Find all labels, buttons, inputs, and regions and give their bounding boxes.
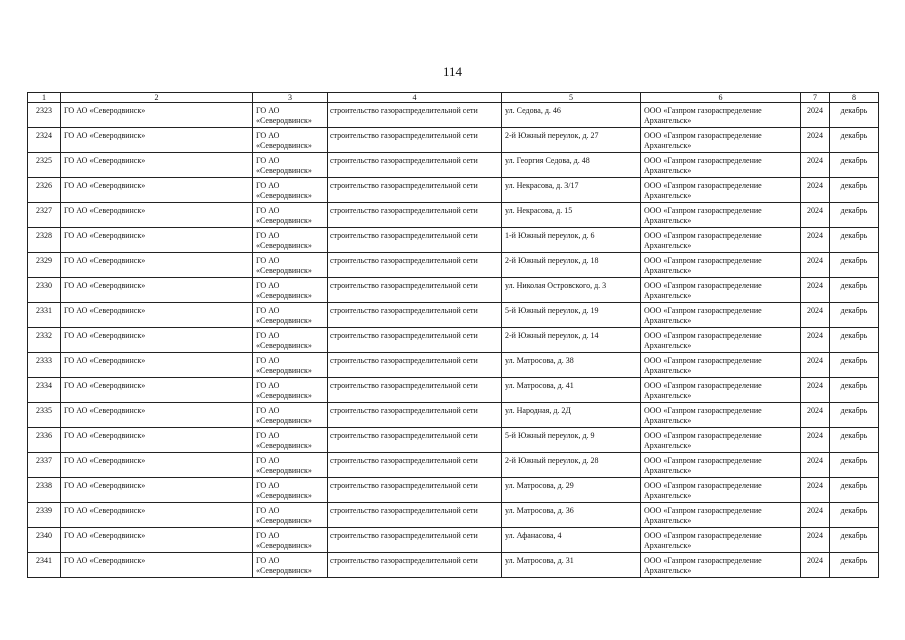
organization-cell: ООО «Газпром газораспределение Архангельск» (641, 403, 801, 428)
owner-cell: ГО АО «Северодвинск» (253, 153, 328, 178)
year-cell: 2024 (801, 503, 830, 528)
organization-cell: ООО «Газпром газораспределение Архангельск» (641, 128, 801, 153)
owner-cell: ГО АО «Северодвинск» (253, 278, 328, 303)
municipality-cell: ГО АО «Северодвинск» (61, 478, 253, 503)
row-number-cell: 2331 (28, 303, 61, 328)
owner-cell: ГО АО «Северодвинск» (253, 478, 328, 503)
organization-cell: ООО «Газпром газораспределение Архангельск» (641, 253, 801, 278)
work-type-cell: строительство газораспределительной сети (328, 203, 502, 228)
address-cell: ул. Николая Островского, д. 3 (502, 278, 641, 303)
table-row (28, 103, 879, 128)
organization-cell: ООО «Газпром газораспределение Архангельск» (641, 328, 801, 353)
owner-cell: ГО АО «Северодвинск» (253, 328, 328, 353)
year-cell: 2024 (801, 453, 830, 478)
address-cell: ул. Матросова, д. 31 (502, 553, 641, 578)
column-header: 1 (28, 93, 61, 103)
municipality-cell: ГО АО «Северодвинск» (61, 528, 253, 553)
municipality-cell: ГО АО «Северодвинск» (61, 378, 253, 403)
table-row (28, 503, 879, 528)
year-cell: 2024 (801, 403, 830, 428)
address-cell: ул. Матросова, д. 29 (502, 478, 641, 503)
address-cell: 2-й Южный переулок, д. 27 (502, 128, 641, 153)
municipality-cell: ГО АО «Северодвинск» (61, 103, 253, 128)
municipality-cell: ГО АО «Северодвинск» (61, 278, 253, 303)
municipality-cell: ГО АО «Северодвинск» (61, 303, 253, 328)
organization-cell: ООО «Газпром газораспределение Архангельск» (641, 553, 801, 578)
year-cell: 2024 (801, 153, 830, 178)
work-type-cell: строительство газораспределительной сети (328, 403, 502, 428)
year-cell: 2024 (801, 428, 830, 453)
column-header: 7 (801, 93, 830, 103)
row-number-cell: 2337 (28, 453, 61, 478)
row-number-cell: 2336 (28, 428, 61, 453)
address-cell: 2-й Южный переулок, д. 14 (502, 328, 641, 353)
month-cell: декабрь (830, 353, 879, 378)
work-type-cell: строительство газораспределительной сети (328, 353, 502, 378)
address-cell: ул. Народная, д. 2Д (502, 403, 641, 428)
row-number-cell: 2341 (28, 553, 61, 578)
owner-cell: ГО АО «Северодвинск» (253, 528, 328, 553)
row-number-cell: 2326 (28, 178, 61, 203)
municipality-cell: ГО АО «Северодвинск» (61, 328, 253, 353)
table-row (28, 528, 879, 553)
organization-cell: ООО «Газпром газораспределение Архангельск» (641, 228, 801, 253)
owner-cell: ГО АО «Северодвинск» (253, 128, 328, 153)
table-row (28, 403, 879, 428)
organization-cell: ООО «Газпром газораспределение Архангельск» (641, 153, 801, 178)
municipality-cell: ГО АО «Северодвинск» (61, 203, 253, 228)
table-row (28, 128, 879, 153)
owner-cell: ГО АО «Северодвинск» (253, 103, 328, 128)
year-cell: 2024 (801, 353, 830, 378)
table-row (28, 428, 879, 453)
work-type-cell: строительство газораспределительной сети (328, 553, 502, 578)
owner-cell: ГО АО «Северодвинск» (253, 428, 328, 453)
organization-cell: ООО «Газпром газораспределение Архангельск» (641, 428, 801, 453)
row-number-cell: 2323 (28, 103, 61, 128)
address-cell: ул. Матросова, д. 38 (502, 353, 641, 378)
month-cell: декабрь (830, 303, 879, 328)
organization-cell: ООО «Газпром газораспределение Архангельск» (641, 378, 801, 403)
year-cell: 2024 (801, 128, 830, 153)
column-header: 5 (502, 93, 641, 103)
work-type-cell: строительство газораспределительной сети (328, 503, 502, 528)
year-cell: 2024 (801, 478, 830, 503)
table-row (28, 153, 879, 178)
organization-cell: ООО «Газпром газораспределение Архангельск» (641, 503, 801, 528)
work-type-cell: строительство газораспределительной сети (328, 428, 502, 453)
municipality-cell: ГО АО «Северодвинск» (61, 153, 253, 178)
month-cell: декабрь (830, 253, 879, 278)
owner-cell: ГО АО «Северодвинск» (253, 253, 328, 278)
municipality-cell: ГО АО «Северодвинск» (61, 128, 253, 153)
row-number-cell: 2328 (28, 228, 61, 253)
table-row (28, 203, 879, 228)
month-cell: декабрь (830, 178, 879, 203)
column-header: 4 (328, 93, 502, 103)
row-number-cell: 2332 (28, 328, 61, 353)
address-cell: 2-й Южный переулок, д. 18 (502, 253, 641, 278)
registry-table (27, 92, 879, 578)
table-row (28, 303, 879, 328)
work-type-cell: строительство газораспределительной сети (328, 453, 502, 478)
page-number: 114 (442, 64, 463, 79)
table-row (28, 253, 879, 278)
column-header: 8 (830, 93, 879, 103)
month-cell: декабрь (830, 228, 879, 253)
year-cell: 2024 (801, 303, 830, 328)
address-cell: ул. Некрасова, д. 3/17 (502, 178, 641, 203)
address-cell: ул. Некрасова, д. 15 (502, 203, 641, 228)
month-cell: декабрь (830, 103, 879, 128)
owner-cell: ГО АО «Северодвинск» (253, 178, 328, 203)
month-cell: декабрь (830, 128, 879, 153)
organization-cell: ООО «Газпром газораспределение Архангельск» (641, 203, 801, 228)
municipality-cell: ГО АО «Северодвинск» (61, 353, 253, 378)
row-number-cell: 2334 (28, 378, 61, 403)
table-row (28, 228, 879, 253)
owner-cell: ГО АО «Северодвинск» (253, 453, 328, 478)
month-cell: декабрь (830, 278, 879, 303)
table-row (28, 378, 879, 403)
table-body (28, 103, 879, 578)
work-type-cell: строительство газораспределительной сети (328, 178, 502, 203)
address-cell: 5-й Южный переулок, д. 9 (502, 428, 641, 453)
organization-cell: ООО «Газпром газораспределение Архангельск» (641, 353, 801, 378)
address-cell: ул. Матросова, д. 41 (502, 378, 641, 403)
owner-cell: ГО АО «Северодвинск» (253, 503, 328, 528)
work-type-cell: строительство газораспределительной сети (328, 103, 502, 128)
table-row (28, 278, 879, 303)
municipality-cell: ГО АО «Северодвинск» (61, 503, 253, 528)
work-type-cell: строительство газораспределительной сети (328, 278, 502, 303)
municipality-cell: ГО АО «Северодвинск» (61, 403, 253, 428)
owner-cell: ГО АО «Северодвинск» (253, 378, 328, 403)
organization-cell: ООО «Газпром газораспределение Архангельск» (641, 453, 801, 478)
month-cell: декабрь (830, 153, 879, 178)
owner-cell: ГО АО «Северодвинск» (253, 553, 328, 578)
municipality-cell: ГО АО «Северодвинск» (61, 453, 253, 478)
row-number-cell: 2338 (28, 478, 61, 503)
work-type-cell: строительство газораспределительной сети (328, 303, 502, 328)
month-cell: декабрь (830, 328, 879, 353)
work-type-cell: строительство газораспределительной сети (328, 228, 502, 253)
organization-cell: ООО «Газпром газораспределение Архангельск» (641, 278, 801, 303)
month-cell: декабрь (830, 478, 879, 503)
municipality-cell: ГО АО «Северодвинск» (61, 428, 253, 453)
municipality-cell: ГО АО «Северодвинск» (61, 178, 253, 203)
municipality-cell: ГО АО «Северодвинск» (61, 253, 253, 278)
address-cell: 1-й Южный переулок, д. 6 (502, 228, 641, 253)
column-header: 6 (641, 93, 801, 103)
owner-cell: ГО АО «Северодвинск» (253, 303, 328, 328)
year-cell: 2024 (801, 528, 830, 553)
column-header: 2 (61, 93, 253, 103)
work-type-cell: строительство газораспределительной сети (328, 128, 502, 153)
year-cell: 2024 (801, 328, 830, 353)
row-number-cell: 2333 (28, 353, 61, 378)
row-number-cell: 2325 (28, 153, 61, 178)
row-number-cell: 2340 (28, 528, 61, 553)
address-cell: 2-й Южный переулок, д. 28 (502, 453, 641, 478)
month-cell: декабрь (830, 453, 879, 478)
row-number-cell: 2329 (28, 253, 61, 278)
header-row (28, 93, 879, 103)
table-row (28, 553, 879, 578)
owner-cell: ГО АО «Северодвинск» (253, 228, 328, 253)
work-type-cell: строительство газораспределительной сети (328, 328, 502, 353)
organization-cell: ООО «Газпром газораспределение Архангельск» (641, 478, 801, 503)
address-cell: ул. Георгия Седова, д. 48 (502, 153, 641, 178)
month-cell: декабрь (830, 428, 879, 453)
column-header: 3 (253, 93, 328, 103)
row-number-cell: 2324 (28, 128, 61, 153)
work-type-cell: строительство газораспределительной сети (328, 528, 502, 553)
organization-cell: ООО «Газпром газораспределение Архангельск» (641, 303, 801, 328)
year-cell: 2024 (801, 278, 830, 303)
year-cell: 2024 (801, 553, 830, 578)
organization-cell: ООО «Газпром газораспределение Архангельск» (641, 178, 801, 203)
row-number-cell: 2327 (28, 203, 61, 228)
year-cell: 2024 (801, 253, 830, 278)
address-cell: ул. Седова, д. 46 (502, 103, 641, 128)
table-row (28, 178, 879, 203)
month-cell: декабрь (830, 528, 879, 553)
row-number-cell: 2330 (28, 278, 61, 303)
owner-cell: ГО АО «Северодвинск» (253, 403, 328, 428)
organization-cell: ООО «Газпром газораспределение Архангельск» (641, 528, 801, 553)
table-row (28, 328, 879, 353)
year-cell: 2024 (801, 103, 830, 128)
work-type-cell: строительство газораспределительной сети (328, 478, 502, 503)
owner-cell: ГО АО «Северодвинск» (253, 353, 328, 378)
table-header (28, 93, 879, 103)
municipality-cell: ГО АО «Северодвинск» (61, 553, 253, 578)
work-type-cell: строительство газораспределительной сети (328, 253, 502, 278)
work-type-cell: строительство газораспределительной сети (328, 153, 502, 178)
table-row (28, 353, 879, 378)
year-cell: 2024 (801, 228, 830, 253)
table-row (28, 453, 879, 478)
municipality-cell: ГО АО «Северодвинск» (61, 228, 253, 253)
year-cell: 2024 (801, 178, 830, 203)
row-number-cell: 2335 (28, 403, 61, 428)
table-row (28, 478, 879, 503)
address-cell: ул. Афанасова, 4 (502, 528, 641, 553)
year-cell: 2024 (801, 378, 830, 403)
organization-cell: ООО «Газпром газораспределение Архангельск» (641, 103, 801, 128)
year-cell: 2024 (801, 203, 830, 228)
row-number-cell: 2339 (28, 503, 61, 528)
month-cell: декабрь (830, 503, 879, 528)
address-cell: ул. Матросова, д. 36 (502, 503, 641, 528)
work-type-cell: строительство газораспределительной сети (328, 378, 502, 403)
month-cell: декабрь (830, 203, 879, 228)
month-cell: декабрь (830, 553, 879, 578)
month-cell: декабрь (830, 403, 879, 428)
owner-cell: ГО АО «Северодвинск» (253, 203, 328, 228)
address-cell: 5-й Южный переулок, д. 19 (502, 303, 641, 328)
month-cell: декабрь (830, 378, 879, 403)
